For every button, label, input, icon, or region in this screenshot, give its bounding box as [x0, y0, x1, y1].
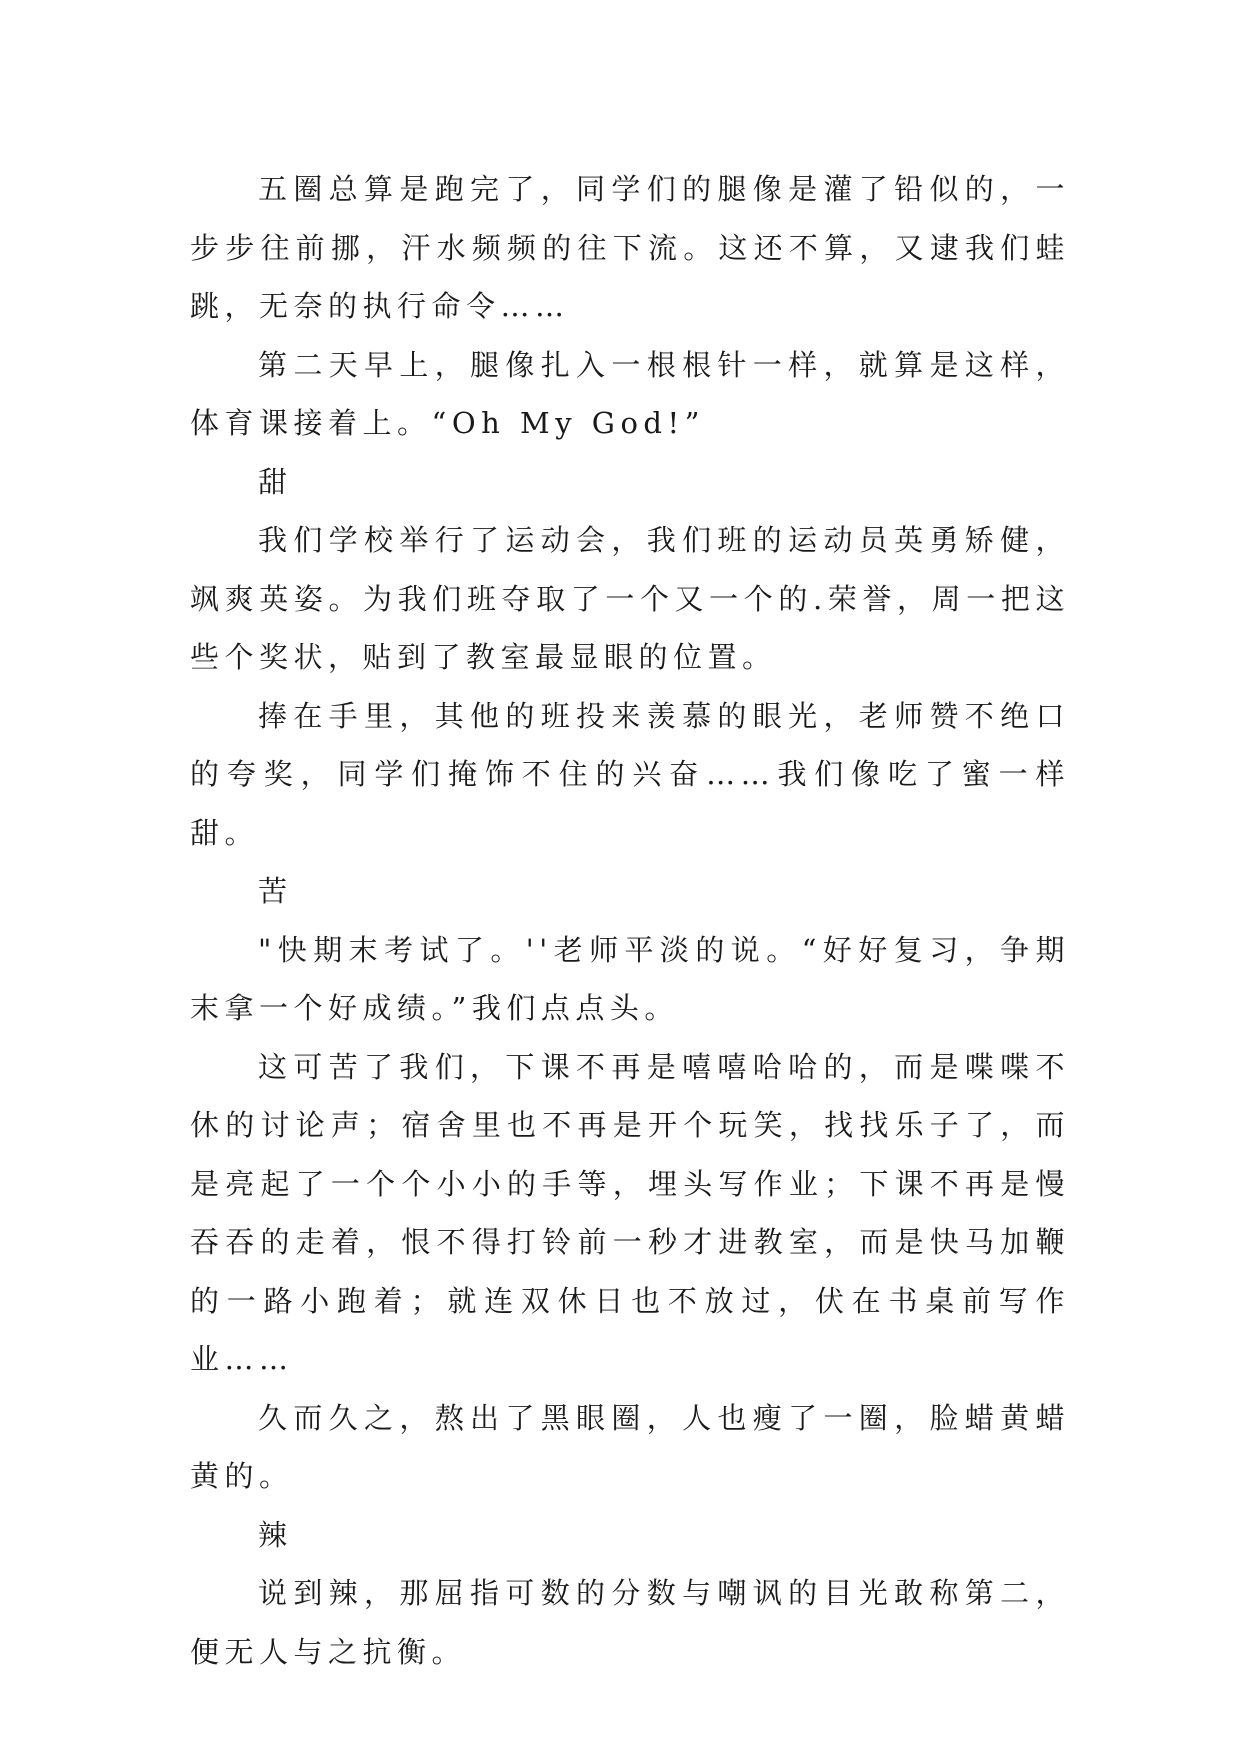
paragraph-scores: 说到辣，那屈指可数的分数与嘲讽的目光敢称第二，便无人与之抗衡。 [190, 1576, 1070, 1669]
section-heading-bitter: 苦 [258, 874, 293, 908]
paragraph-running-laps: 五圈总算是跑完了，同学们的腿像是灌了铅似的，一步步往前挪，汗水频频的往下流。这还不算，又逮我们蛙跳，无奈的执行命令…… [190, 172, 1070, 323]
paragraph-second-day: 第二天早上，腿像扎入一根根针一样，就算是这样，体育课接着上。“Oh My God!” [190, 347, 1070, 440]
paragraph-studying-hard: 这可苦了我们，下课不再是嘻嘻哈哈的，而是喋喋不休的讨论声；宿舍里也不再是开个玩笑，找找乐子了，而是亮起了一个个小小的手等，埋头写作业；下课不再是慢吞吞的走着，恨不得打铃前一秒才进教室，而是快马加鞭的一路小跑着；就连双休日也不放过，伏在书桌前写作业…… [190, 1049, 1070, 1376]
paragraph-dark-circles: 久而久之，熬出了黑眼圈，人也瘦了一圈，脸蜡黄蜡黄的。 [190, 1400, 1070, 1493]
paragraph-sports-meet: 我们学校举行了运动会，我们班的运动员英勇矫健，飒爽英姿。为我们班夺取了一个又一个的.荣誉，周一把这些个奖状，贴到了教室最显眼的位置。 [190, 523, 1070, 674]
paragraph-honor: 捧在手里，其他的班投来羡慕的眼光，老师赞不绝口的夸奖，同学们掩饰不住的兴奋……我们像吃了蜜一样甜。 [190, 698, 1070, 850]
section-heading-sweet: 甜 [258, 464, 293, 499]
section-heading-spicy: 辣 [258, 1517, 293, 1552]
document-page [190, 160, 1070, 1681]
paragraph-final-exam: "快期末考试了。''老师平淡的说。“好好复习，争期末拿一个好成绩。”我们点点头。 [190, 932, 1070, 1025]
